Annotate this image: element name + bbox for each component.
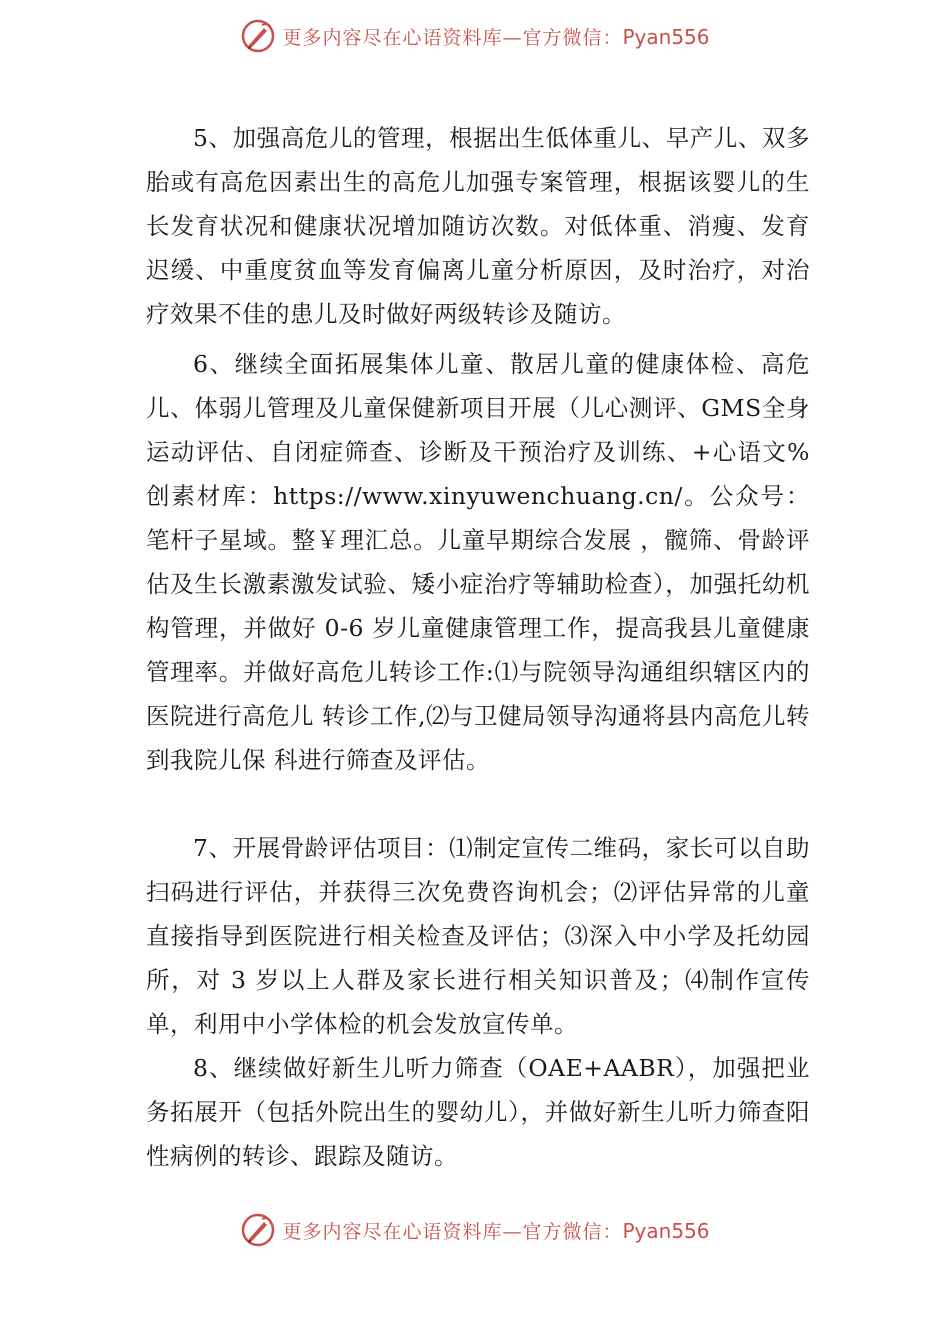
footer-banner [0,1206,950,1254]
footer-wechat-label: 官方微信： [522,1220,623,1243]
footer-separator: — [502,1220,523,1243]
pen-logo-icon [240,18,276,54]
document-body [146,116,810,1178]
paragraph-8: 8、继续做好新生儿听力筛查（OAE+AABR），加强把业务拓展开（包括外院出生的婴幼儿），并做好新生儿听力筛查阳性病例的转诊、跟踪及随访。 [146,1054,810,1170]
footer-site-name: 更多内容尽在心语资料库 [282,1220,503,1243]
paragraph-6: 6、继续全面拓展集体儿童、散居儿童的健康体检、高危儿、体弱儿管理及儿童保健新项目开展（儿心测评、GMS全身运动评估、自闭症筛查、诊断及干预治疗及训练、+心语文%创素材库：https://www.xinyuwenchuang.cn/。公众号：笔杆子星域。整￥理汇总。儿童早期综合发展 ，髋筛、骨龄评估及生长激素激发试验、矮小症治疗等辅助检查），加强托幼机构管理，并做好 0-6 岁儿童健康管理工作，提高我县儿童健康管理率。并做好高危儿转诊工作:⑴与院领导沟通组织辖区内的医院进行高危儿 转诊工作,⑵与卫健局领导沟通将县内高危儿转到我院儿保 科进行筛查及评估。 [146,350,810,774]
header-separator: — [502,26,523,49]
paragraph-7: 7、开展骨龄评估项目：⑴制定宣传二维码，家长可以自助扫码进行评估，并获得三次免费咨询机会；⑵评估异常的儿童直接指导到医院进行相关检查及评估；⑶深入中小学及托幼园所，对 3 岁以上人群及家长进行相关知识普及；⑷制作宣传单，利用中小学体检的机会发放宣传单。 [146,834,810,1038]
header-text [282,23,709,50]
header-wechat-id: Pyan556 [622,24,710,49]
header-site-name: 更多内容尽在心语资料库 [282,26,503,49]
footer-text [282,1217,709,1244]
paragraph-5: 5、加强高危儿的管理，根据出生低体重儿、早产儿、双多胎或有高危因素出生的高危儿加强专案管理，根据该婴儿的生长发育状况和健康状况增加随访次数。对低体重、消瘦、发育迟缓、中重度贫血等发育偏离儿童分析原因，及时治疗，对治疗效果不佳的患儿及时做好两级转诊及随访。 [146,124,810,328]
header-wechat-label: 官方微信： [522,26,623,49]
footer-wechat-id: Pyan556 [622,1218,710,1243]
header-banner [0,12,950,60]
pen-logo-icon [240,1212,276,1248]
